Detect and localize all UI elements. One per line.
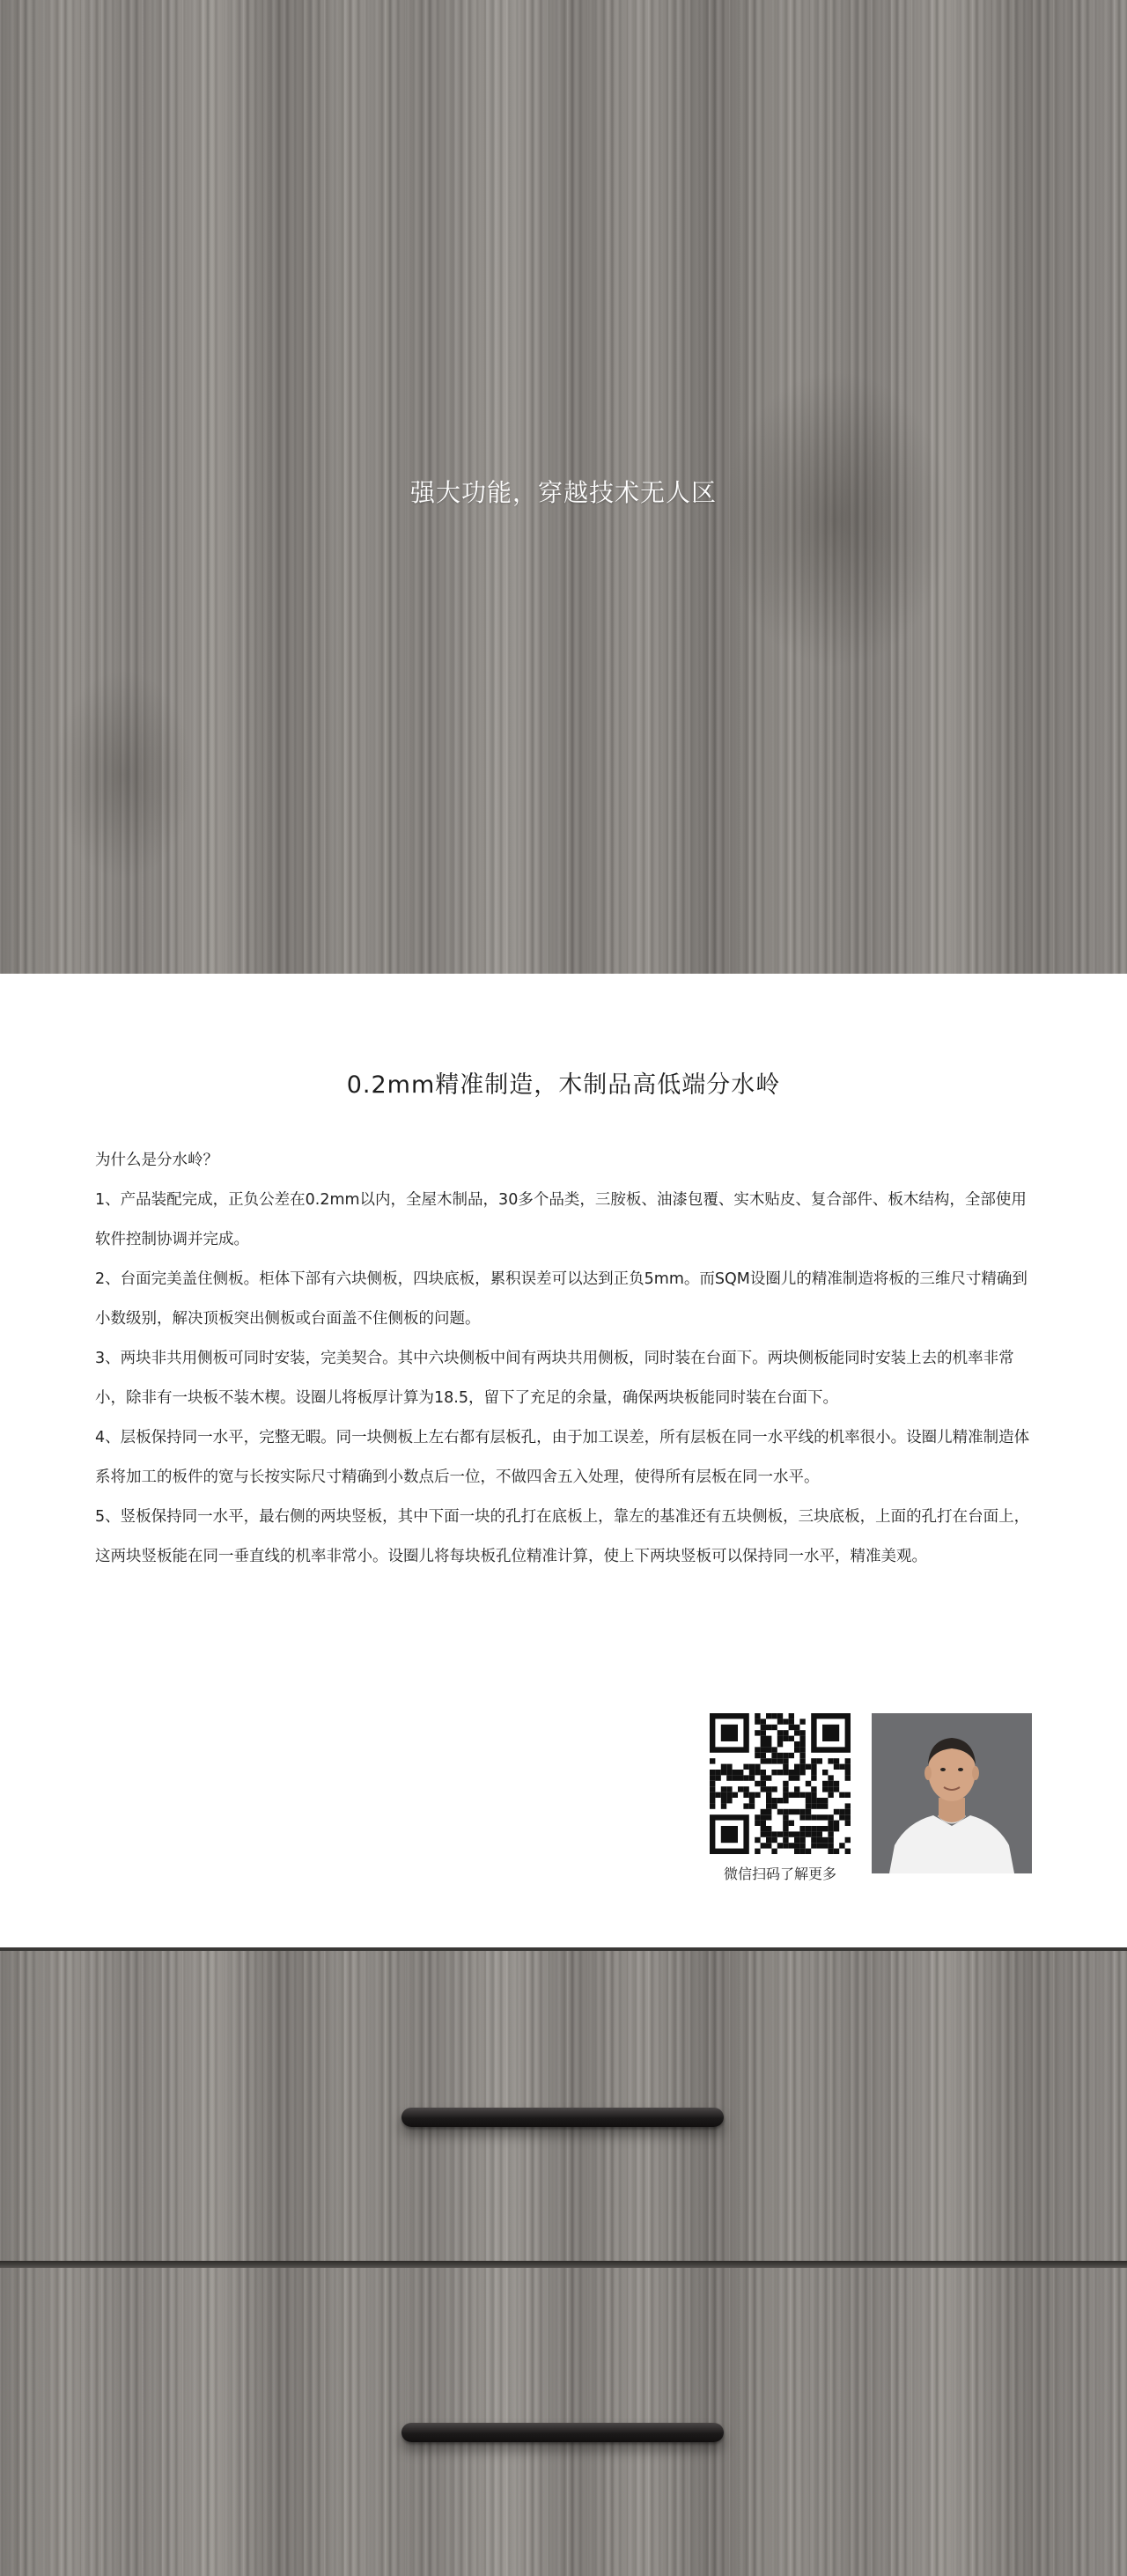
article-question: 为什么是分水岭？ xyxy=(95,1152,218,1169)
drawer-front-bottom xyxy=(0,2268,1127,2576)
wood-knot xyxy=(53,669,194,880)
article-body xyxy=(95,1141,1034,1577)
contact-block xyxy=(710,1713,1032,1889)
drawer-fronts xyxy=(0,1947,1127,2576)
qr-code-graphic xyxy=(710,1713,851,1854)
hero-wood-panel xyxy=(0,0,1127,974)
wood-knot xyxy=(722,370,951,669)
article-title: 0.2mm精准制造，木制品高低端分水岭 xyxy=(346,1071,781,1099)
qr-code-icon[interactable] xyxy=(710,1713,851,1854)
hero-title: 强大功能，穿越技术无人区 xyxy=(409,478,717,507)
article-section xyxy=(0,974,1127,1947)
drawer-gap xyxy=(0,2261,1127,2268)
article-point-2: 2、台面完美盖住侧板。柜体下部有六块侧板，四块底板，累积误差可以达到正负5mm。而SQM设圈儿的精准制造将板的三维尺寸精确到小数级别，解决顶板突出侧板或台面盖不住侧板的问题。 xyxy=(95,1270,1028,1328)
drawer-handle-top xyxy=(401,2108,724,2127)
article-point-5: 5、竖板保持同一水平，最右侧的两块竖板，其中下面一块的孔打在底板上，靠左的基准还有五块侧板，三块底板，上面的孔打在台面上，这两块竖板能在同一垂直线的机率非常小。设圈儿将每块板孔位精准计算，使上下两块竖板可以保持同一水平，精准美观。 xyxy=(95,1508,1030,1565)
article-point-3: 3、两块非共用侧板可同时安装，完美契合。其中六块侧板中间有两块共用侧板，同时装在台面下。两块侧板能同时安装上去的机率非常小，除非有一块板不装木楔。设圈儿将板厚计算为18.5，留下了充足的余量，确保两块板能同时装在台面下。 xyxy=(95,1350,1014,1407)
drawer-handle-bottom xyxy=(401,2423,724,2442)
avatar xyxy=(872,1713,1032,1873)
person-photo xyxy=(872,1713,1032,1873)
qr-caption: 微信扫码了解更多 xyxy=(723,1866,836,1882)
article-point-1: 1、产品装配完成，正负公差在0.2mm以内，全屋木制品，30多个品类，三胺板、油漆包覆、实木贴皮、复合部件、板木结构，全部使用软件控制协调并完成。 xyxy=(95,1191,1027,1248)
drawer-front-top xyxy=(0,1951,1127,2261)
article-point-4: 4、层板保持同一水平，完整无暇。同一块侧板上左右都有层板孔，由于加工误差，所有层板在同一水平线的机率很小。设圈儿精准制造体系将加工的板件的宽与长按实际尺寸精确到小数点后一位，不做四舍五入处理，使得所有层板在同一水平。 xyxy=(95,1429,1030,1486)
